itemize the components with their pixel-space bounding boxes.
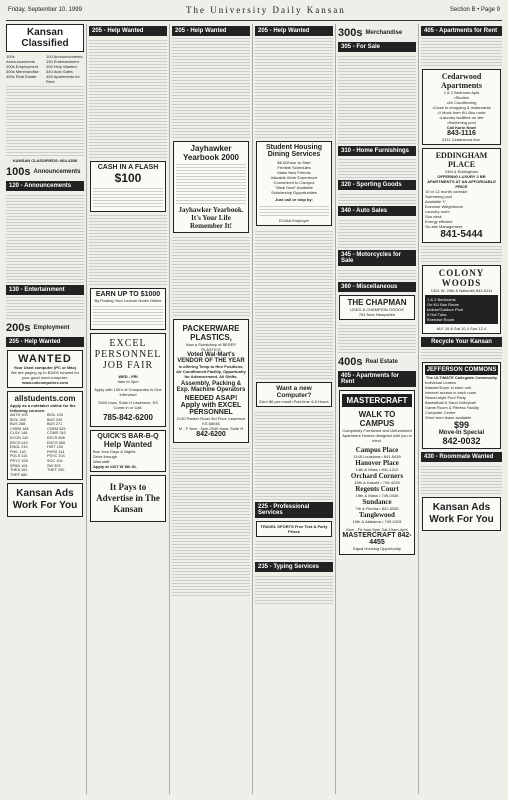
course-item: BUS 271 — [47, 422, 63, 427]
ads-work-ad — [7, 483, 83, 517]
announcement-text — [6, 193, 84, 283]
sundance: Sundance — [362, 498, 392, 506]
header-205: 205 - Help Wanted — [172, 26, 250, 36]
auto-text — [338, 218, 416, 248]
section-number: 200s — [6, 322, 31, 334]
toc-item: 300s Merchandise — [6, 69, 39, 74]
colony-item: On KU Bus Route — [427, 302, 459, 307]
mastercraft-ad — [339, 390, 415, 555]
wanted-title: WANTED — [18, 353, 72, 365]
dining-item: Scholarship Opportunities — [271, 190, 317, 195]
dining-eoe: EO/AA Employer — [278, 218, 309, 223]
section-label: Real Estate — [365, 359, 398, 365]
dining-item: Flexible Schedules — [277, 165, 311, 170]
jayhawker-body: Jayhawker Yearbook. It's Your Life Remember It! — [178, 206, 244, 230]
cedarwood-item: •Studios — [454, 95, 469, 100]
excel-phone: 785-842-6200 — [103, 413, 153, 422]
header-430: 430 - Roommate Wanted — [421, 452, 502, 462]
course-item: PHIL 140 — [10, 449, 26, 454]
header-235: 235 - Typing Services — [255, 562, 333, 572]
jefferson-item: Washer/Dryer in each unit — [425, 385, 472, 390]
header-120: 120 - Announcements — [6, 181, 84, 191]
masthead-title: The University Daily Kansan — [186, 5, 346, 15]
masthead-date: Friday, September 10, 1999 — [8, 7, 82, 13]
sporting-text — [338, 192, 416, 204]
eddingham-item: Laundry room — [425, 209, 450, 214]
toc-item: 100s Announcements — [6, 54, 35, 64]
course-item: ENGL 210 — [10, 445, 28, 450]
eddingham-item: On-site Management — [425, 224, 463, 229]
classified-logo: Kansan Classified — [6, 24, 84, 52]
mastercraft-hours: Mon - Fri 9am-5pm Sat 10am-4pm — [346, 527, 408, 532]
apartments-text — [421, 246, 502, 262]
chapman-sub: USED & CHAMPION GOODS — [350, 307, 404, 312]
cedarwood-item: •1 block from KU Bus route — [437, 110, 486, 115]
help-wanted-text — [172, 38, 250, 138]
entertainment-text — [6, 297, 84, 319]
header-130: 130 - Entertainment — [6, 285, 84, 295]
course-item: THEF 290 — [47, 468, 65, 473]
column-divider — [252, 24, 253, 794]
orchard-address: 15th & Kasold • 749-4226 — [354, 480, 400, 485]
header-345: 345 - Motorcycles for Sale — [338, 250, 416, 266]
section-number: 400s — [338, 356, 363, 368]
header-360: 360 - Miscellaneous — [338, 282, 416, 292]
packerware-title: PACKERWARE PLASTICS, — [182, 324, 240, 342]
eddingham-item: Available 7/ — [425, 199, 446, 204]
excel-body: Apply with 100's of Companies in One Interview! — [94, 387, 162, 397]
cedarwood-item: •Close to shopping & restaurants — [432, 105, 491, 110]
column-5 — [338, 24, 416, 794]
section-label: Announcements — [33, 169, 81, 175]
eddingham-ad — [422, 148, 501, 243]
header-320: 320 - Sporting Goods — [338, 180, 416, 190]
services-text — [255, 540, 333, 560]
colony-item: 1 & 2 Bedrooms — [427, 297, 456, 302]
jefferson-item: Basketball & Sand Volleyball — [425, 400, 476, 405]
excel-time: 9am to 3pm — [117, 379, 139, 384]
for-sale-text — [338, 54, 416, 144]
column-4 — [255, 24, 333, 794]
course-item: SPAN 104 — [10, 463, 28, 468]
wanted-body: We are paying up to $1000 forward for your good used computer. — [10, 370, 80, 380]
packerware-address: 2130 Packer Road 3rd Floor Lawrence KS 66046 — [176, 416, 246, 426]
toc-item: 405 Apartments for Rent — [46, 74, 80, 84]
toc-left — [6, 54, 44, 84]
eddingham-item: Exercise Weightroom — [425, 204, 463, 209]
colony-features — [425, 295, 498, 324]
cedarwood-item: •Air Conditioning — [446, 100, 477, 105]
cedarwood-item: 1 & 2 Bedroom Apts — [443, 90, 480, 95]
colony-item: Indoor/Outdoor Pool — [427, 307, 464, 312]
section-number: 300s — [338, 27, 363, 39]
course-item: ECON 140 — [10, 435, 29, 440]
packerware-hours: M - F 9am - 3pm 2540 Iowa, Suite H — [178, 426, 244, 431]
colony-address: 1301 W. 24th & Naismith 842-5111 — [430, 288, 493, 293]
dining-item: Make New Friends — [277, 170, 311, 175]
masthead-rule — [6, 20, 502, 21]
ads-work-text: Kansan Ads Work For You — [429, 502, 494, 525]
dining-item: Convenient to Campus — [273, 180, 315, 185]
dining-item: "Meal Deal" Available — [275, 185, 313, 190]
recycle-banner: Recycle Your Kansan — [421, 337, 502, 347]
header-205: 205 - Help Wanted — [255, 26, 333, 36]
header-305: 305 - For Sale — [338, 42, 416, 52]
cedarwood-address: 2411 Cedarwood Ave. — [442, 137, 481, 142]
regents-court: Regents Court — [355, 485, 399, 493]
help-wanted-text — [89, 38, 167, 158]
cash-amount: $100 — [114, 171, 142, 185]
jefferson-ad — [422, 362, 501, 449]
hanover-address: 14th & Mass • 841-1212 — [355, 467, 399, 472]
toc-item: 400s Real Estate — [6, 74, 37, 79]
dining-title: Student Housing Dining Services — [266, 144, 322, 158]
help-wanted-text — [255, 38, 333, 138]
course-item: EECS 610 — [10, 440, 28, 445]
colony-title: COLONY WOODS — [438, 268, 485, 288]
header-225: 225 - Professional Services — [255, 502, 333, 518]
header-205: 205 - Help Wanted — [89, 26, 167, 36]
jayhawker-title: Jayhawker Yearbook 2000 — [182, 144, 240, 162]
jefferson-movein: Move-In Special — [438, 430, 485, 436]
apartments-text — [421, 349, 502, 359]
packerware-vote: Voted Wal-Mart's VENDOR OF THE YEAR — [177, 352, 245, 364]
allstudents-logo: allstudents.com — [14, 394, 76, 403]
cedarwood-item: •Swimming pool — [447, 120, 476, 125]
packerware-needed: NEEDED ASAP! Apply with EXCEL PERSONNEL — [180, 395, 242, 416]
wanted-sub: Your Used computer (PC or Mac) — [13, 365, 77, 370]
chapman-address: 751 New Hampshire — [358, 312, 396, 317]
earn-ad — [90, 288, 166, 330]
jefferson-item: Resort-style Pool Party — [425, 395, 466, 400]
course-item: COMS 310 — [47, 431, 66, 436]
wanted-computer-ad — [7, 350, 83, 388]
header-405: 405 - Apartments for Rent — [338, 371, 416, 387]
section-label: Merchandise — [365, 30, 403, 36]
section-400s — [338, 356, 416, 368]
packerware-assembly: Assembly, Packing & Exp. Machine Operators — [176, 381, 246, 393]
typing-text — [255, 574, 333, 604]
tanglewood-address: 10th & Alabama • 749-2415 — [352, 519, 402, 524]
course-item: SW 303 — [47, 463, 61, 468]
quicks-ad — [90, 430, 166, 472]
allstudents-apply: Apply as a notetaker online for the following courses: — [10, 403, 76, 413]
jefferson-title: JEFFERSON COMMONS — [426, 367, 497, 373]
cedarwood-ad — [422, 69, 501, 145]
pays-text: It Pays to Advertise in The Kansan — [96, 482, 160, 514]
ads-work-ad — [422, 497, 501, 531]
help-wanted-text — [172, 446, 250, 596]
packerware-body: is offering Temp to Hire Positions, Air Conditioned Facility, Opportunity for Advancement, All Shifts. — [176, 364, 246, 379]
masthead — [0, 0, 508, 20]
toc-item: 340 Auto Sales — [46, 69, 73, 74]
apartments-text — [421, 38, 502, 66]
course-item: CHEM 625 — [47, 426, 66, 431]
eddingham-list — [425, 189, 498, 229]
excel-title: EXCEL PERSONNEL JOB FAIR — [94, 338, 162, 371]
jefferson-item: Game Room & Fitness Facility — [425, 405, 480, 410]
jayhawker-text — [176, 164, 246, 204]
career-title: Want a new Computer? — [276, 385, 312, 399]
earn-title: EARN UP TO $1000 — [95, 291, 161, 298]
course-item: CLSX 148 — [10, 431, 28, 436]
dining-item: Valuable Work Experience — [270, 175, 318, 180]
chapman-ad — [339, 295, 415, 320]
dining-ad — [256, 141, 332, 226]
column-divider — [418, 24, 419, 794]
motorcycle-text — [338, 268, 416, 280]
jefferson-price: $99 — [453, 420, 470, 430]
quicks-title: QUICK'S BAR-B-Q — [97, 433, 159, 440]
furnishings-text — [338, 158, 416, 178]
jefferson-item: Computer Center — [425, 410, 456, 415]
colony-item: Exercise Room — [427, 317, 455, 322]
help-wanted-text — [255, 229, 333, 379]
career-sub: Earn $6 per month Part-time 4-8 Hours — [259, 399, 329, 404]
jefferson-sub: The ULTIMATE Collegiate Community — [425, 375, 498, 380]
column-3 — [172, 24, 250, 794]
allstudents-ad — [7, 391, 83, 480]
quicks-item: Drive through — [93, 454, 118, 459]
excel-when: WED - FRI — [118, 374, 138, 379]
course-item: BIOL 100 — [47, 413, 63, 417]
eddingham-offer: OFFERING LUXURY 2 BR APARTMENTS AT AN AFFORDABLE PRICE — [427, 174, 496, 189]
quicks-sub: Help Wanted — [103, 440, 153, 449]
roommate-text — [421, 464, 502, 494]
column-2 — [89, 24, 167, 794]
header-205: 205 - Help Wanted — [6, 337, 84, 347]
course-item: BUS 268 — [10, 422, 26, 427]
eddingham-item: 10 or 12 month contract — [425, 189, 468, 194]
eddingham-title: EDDINGHAM PLACE — [435, 151, 488, 169]
section-300s — [338, 27, 416, 39]
jefferson-list — [425, 380, 498, 420]
eddingham-phone: 841-5444 — [440, 229, 483, 240]
campus-place: Campus Place — [355, 446, 399, 454]
eddingham-item: Energy efficient — [425, 219, 453, 224]
toc-item: 130 Entertainment — [46, 59, 79, 64]
cash-ad — [90, 161, 166, 212]
course-item: PHSX 114 — [47, 449, 65, 454]
pays-to-advertise-ad — [90, 475, 166, 522]
jefferson-item: Short term lease available — [425, 415, 472, 420]
packerware-sub: Now a Subsidiary of BERRY PLASTICS — [185, 342, 237, 352]
course-item: ANTH 100 — [10, 413, 28, 417]
jefferson-phone: 842-0032 — [442, 436, 481, 446]
eddingham-address: 24th & Eddingham — [445, 169, 478, 174]
jefferson-item: Internet access in each room — [425, 390, 477, 395]
dining-phones — [259, 204, 329, 216]
section-200s — [6, 322, 84, 334]
cedarwood-item: •Laundry facilities on site — [439, 115, 484, 120]
help-wanted-text — [172, 236, 250, 316]
earn-sub: By Posting Your Lecture Notes Online — [94, 298, 162, 303]
packerware-ad — [173, 319, 249, 443]
packerware-phone: 842-6200 — [196, 431, 226, 438]
header-340: 340 - Auto Sales — [338, 206, 416, 216]
header-405: 405 - Apartments for Rent — [421, 26, 502, 36]
section-label: Employment — [33, 325, 70, 331]
toc-right — [46, 54, 84, 84]
help-wanted-text — [89, 215, 167, 285]
excel-jobfair-ad — [90, 333, 166, 427]
hanover-place: Hanover Place — [355, 459, 399, 467]
cash-title: CASH IN A FLASH — [97, 164, 159, 171]
tanglewood: Tanglewood — [359, 511, 395, 519]
equal-housing: Equal Housing Opportunity — [353, 546, 401, 551]
chapman-title: THE CHAPMAN — [347, 298, 407, 307]
walk-title: WALK TO CAMPUS — [358, 410, 396, 428]
walk-body: Completely Furnished and Unfurnished Apartment Homes designed with you in mind. — [342, 428, 412, 443]
course-item: CHEM 184 — [10, 426, 29, 431]
help-wanted-text — [255, 410, 333, 500]
travel-ad — [256, 521, 332, 537]
cedarwood-call: Call Karin Now! — [446, 125, 477, 130]
career-ad — [256, 382, 332, 407]
course-item: BIOL 200 — [10, 417, 26, 422]
earn-text — [93, 305, 163, 325]
misc-text — [338, 323, 416, 353]
wanted-url: www.unicomputers.com — [21, 380, 69, 385]
orchard-corners: Orchard Corners — [350, 472, 404, 480]
course-item: POLS 110 — [10, 454, 28, 459]
dining-pay: $6.00/hour to Start — [277, 160, 311, 165]
ads-work-text: Kansan Ads Work For You — [12, 488, 78, 512]
campus-place-address: 1145 Louisiana • 841-5439 — [353, 454, 401, 459]
section-100s — [6, 166, 84, 178]
course-item: THEF 880 — [10, 472, 28, 477]
jayhawker-ad — [173, 141, 249, 233]
classified-rates-text — [6, 86, 84, 156]
course-item: PSYC 333 — [10, 458, 28, 463]
mastercraft-phone: MASTERCRAFT 842-4455 — [342, 532, 412, 546]
classified-contact: KANSAN CLASSIFIEDS: 864-4358 — [12, 158, 78, 163]
eddingham-item: Swimming pool — [425, 194, 453, 199]
toc-item: 200s Employment — [6, 64, 39, 69]
mastercraft-title: MASTERCRAFT — [342, 394, 412, 407]
colony-hours: M-F 10-6 Sat 10-4 Sun 12-4 — [436, 326, 487, 331]
masthead-section: Section B • Page 9 — [449, 7, 500, 13]
header-310: 310 - Home Furnishings — [338, 146, 416, 156]
column-divider — [335, 24, 336, 794]
dining-call: Just call or stop by: — [275, 197, 313, 202]
cedarwood-title: Cedarwood Apartments — [441, 72, 482, 90]
classified-index — [6, 54, 84, 84]
column-divider — [169, 24, 170, 794]
section-number: 100s — [6, 166, 31, 178]
toc-item: 100 Announcements — [46, 54, 83, 59]
course-item: BUS 240 — [47, 417, 63, 422]
quicks-apply: Apply at 1107 W 6th St. — [93, 464, 137, 469]
course-item: SOC 104 — [47, 458, 63, 463]
course-item: EDCS 665 — [47, 440, 65, 445]
column-divider — [86, 24, 87, 794]
eddingham-item: Sun deck — [425, 214, 442, 219]
travel-text: TRAVEL SPORTS Free Test & Party Prizes — [260, 524, 328, 534]
quicks-item: Bus Your Days & Nights — [93, 449, 136, 454]
course-item: EECS 608 — [47, 435, 65, 440]
column-6 — [421, 24, 502, 794]
cash-text — [93, 187, 163, 207]
jefferson-item: Individual Leases — [425, 380, 456, 385]
course-item: PSYC 104 — [47, 454, 65, 459]
column-1 — [6, 24, 84, 794]
excel-address: 2540 Iowa, Suite H Lawrence, KS Come in or Call: — [98, 400, 158, 410]
cedarwood-phone: 843-1116 — [447, 130, 476, 137]
course-item: THEA 100 — [10, 468, 28, 473]
quicks-item: Wait staff — [93, 459, 110, 464]
regents-address: 19th & Mass • 749-0445 — [355, 493, 399, 498]
course-list — [10, 413, 80, 477]
toc-item: 205 Help Wanted — [46, 64, 77, 69]
colony-item: 5 Hot Tubs — [427, 312, 447, 317]
course-item: HIST 100 — [47, 445, 63, 450]
sundance-address: 7th & Florida • 841-5255 — [355, 506, 399, 511]
colony-woods-ad — [422, 265, 501, 334]
